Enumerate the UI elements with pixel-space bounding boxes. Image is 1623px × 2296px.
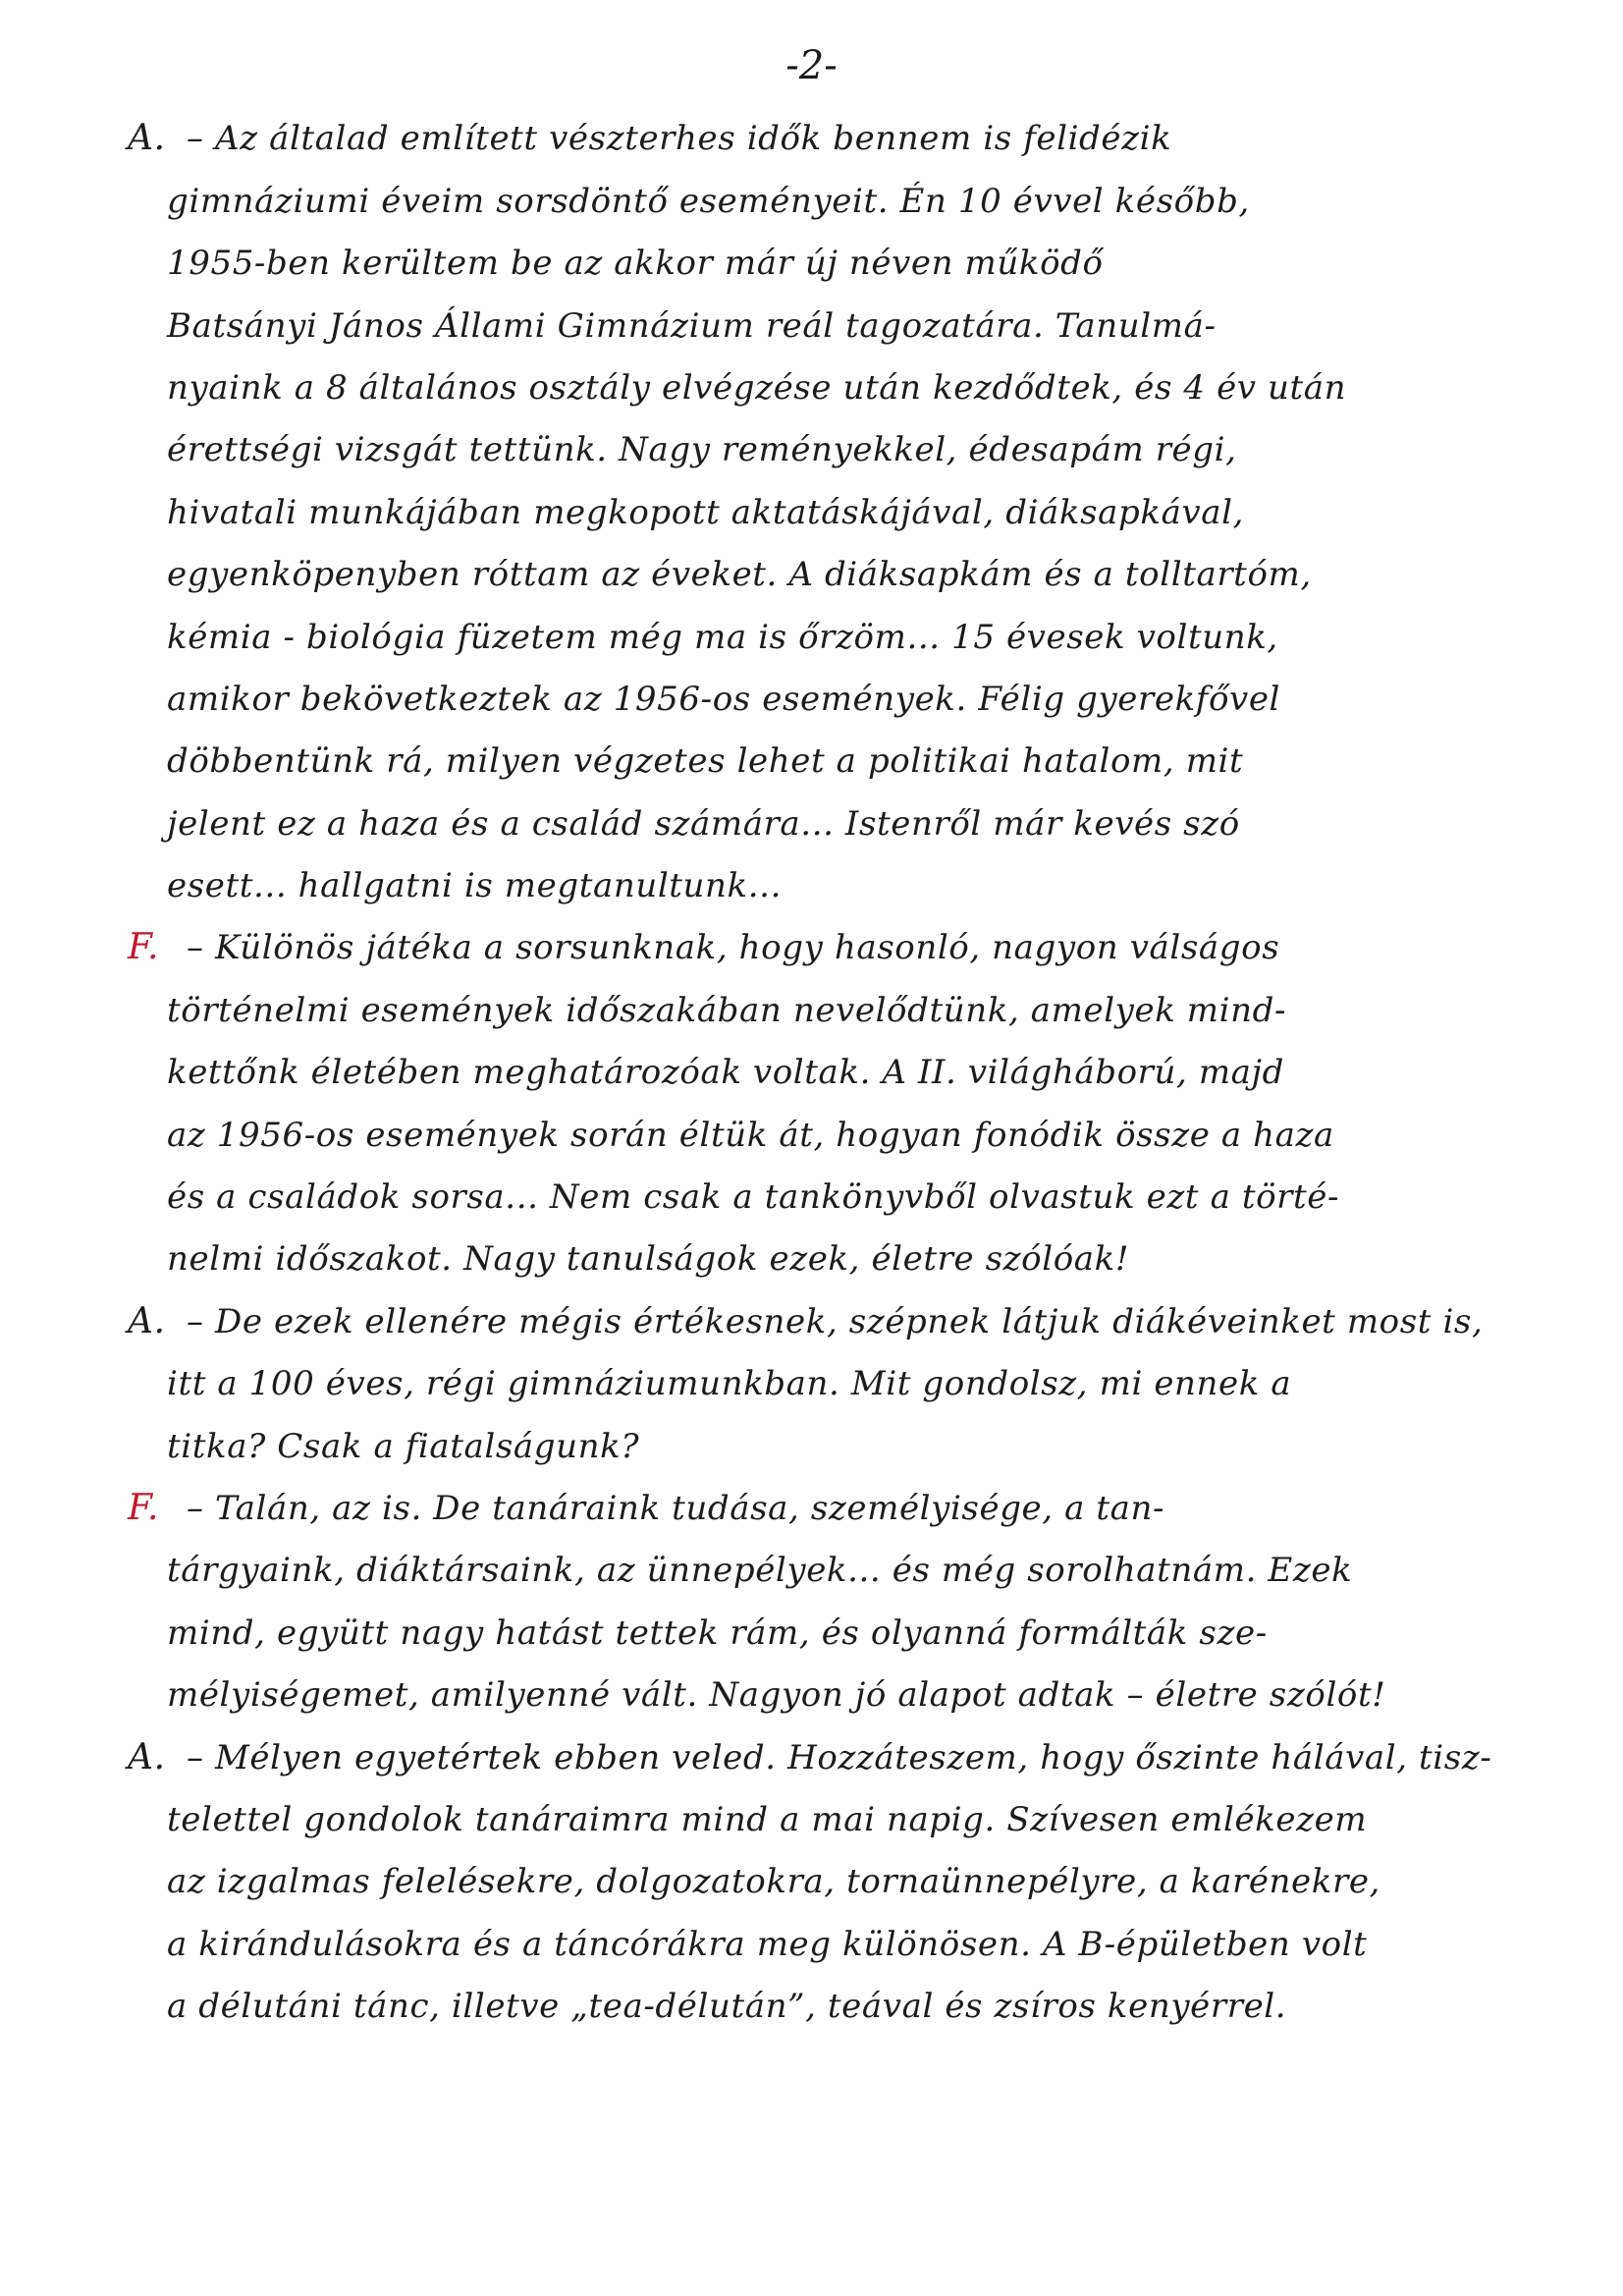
- text-line: [128, 1040, 1542, 1102]
- line-text: – De ezek ellenére mégis értékesnek, szépnek látjuk diákéveinket most is,: [187, 1301, 1484, 1341]
- text-line: [128, 168, 1542, 230]
- line-text: – Az általad említett vészterhes idők bennem is felidézik: [187, 119, 1172, 159]
- text-line: [128, 1476, 1542, 1538]
- line-text: hivatali munkájában megkopott aktatáskájával, diáksapkával,: [167, 492, 1245, 532]
- line-text: nyaink a 8 általános osztály elvégzése után kezdődtek, és 4 év után: [167, 367, 1347, 408]
- line-text: tárgyaink, diáktársaink, az ünnepélyek... és még sorolhatnám. Ezek: [167, 1551, 1353, 1591]
- text-line: [128, 417, 1542, 479]
- speaker-label: A.: [128, 1300, 166, 1341]
- line-text: mélyiségemet, amilyenné vált. Nagyon jó alapot adtak – életre szólót!: [167, 1675, 1386, 1716]
- line-text: telettel gondolok tanáraimra mind a mai napig. Szívesen emlékezem: [167, 1799, 1368, 1839]
- line-text: 1955-ben kerültem be az akkor már új néven működő: [167, 244, 1104, 284]
- dialogue-text: [128, 106, 1542, 2036]
- line-text: itt a 100 éves, régi gimnáziumunkban. Mit gondolsz, mi ennek a: [167, 1364, 1292, 1404]
- text-line: [128, 1227, 1542, 1288]
- text-line: [128, 1165, 1542, 1227]
- text-line: [128, 1974, 1542, 2036]
- text-line: [128, 231, 1542, 293]
- text-line: [128, 1849, 1542, 1911]
- line-text: történelmi események időszakában nevelődtünk, amelyek mind-: [167, 990, 1287, 1030]
- line-text: döbbentünk rá, milyen végzetes lehet a politikai hatalom, mit: [167, 741, 1244, 782]
- text-line: [128, 1538, 1542, 1600]
- text-line: [128, 1724, 1542, 1786]
- text-line: [128, 667, 1542, 729]
- text-line: [128, 977, 1542, 1039]
- text-line: [128, 1351, 1542, 1413]
- speaker-label: A.: [128, 118, 166, 159]
- line-text: jelent ez a haza és a család számára... Istenről már kevés szó: [167, 803, 1240, 844]
- text-line: [128, 1600, 1542, 1662]
- line-text: kettőnk életében meghatározóak voltak. A II. világháború, majd: [167, 1053, 1285, 1093]
- text-line: [128, 542, 1542, 604]
- line-text: és a családok sorsa... Nem csak a tankönyvből olvastuk ezt a törté-: [167, 1177, 1340, 1218]
- line-text: az izgalmas felelésekre, dolgozatokra, tornaünnepélyre, a karénekre,: [167, 1862, 1380, 1902]
- text-line: [128, 729, 1542, 791]
- text-line: [128, 355, 1542, 417]
- line-text: Batsányi János Állami Gimnázium reál tagozatára. Tanulmá-: [167, 305, 1217, 346]
- line-text: – Különös játéka a sorsunknak, hogy hasonló, nagyon válságos: [187, 928, 1280, 968]
- line-text: a kirándulásokra és a táncórákra meg különösen. A B-épületben volt: [167, 1924, 1368, 1964]
- line-text: – Talán, az is. De tanáraink tudása, személyisége, a tan-: [187, 1488, 1165, 1528]
- text-line: [128, 791, 1542, 852]
- line-text: nelmi időszakot. Nagy tanulságok ezek, életre szólóak!: [167, 1239, 1130, 1280]
- line-text: titka? Csak a fiatalságunk?: [167, 1426, 640, 1466]
- text-line: [128, 1911, 1542, 1973]
- page-number: -2-: [785, 43, 838, 88]
- line-text: egyenköpenyben róttam az éveket. A diáksapkám és a tolltartóm,: [167, 555, 1312, 595]
- text-line: [128, 1288, 1542, 1350]
- line-text: mind, együtt nagy hatást tettek rám, és olyanná formálták sze-: [167, 1613, 1268, 1653]
- line-text: amikor bekövetkeztek az 1956-os események. Félig gyerekfővel: [167, 679, 1281, 719]
- line-text: érettségi vizsgát tettünk. Nagy reményekkel, édesapám régi,: [167, 430, 1237, 470]
- line-text: gimnáziumi éveim sorsdöntő eseményeit. Én 10 évvel később,: [167, 181, 1250, 221]
- line-text: esett... hallgatni is megtanultunk...: [167, 866, 782, 906]
- text-line: [128, 1663, 1542, 1724]
- speaker-label: F.: [128, 1487, 160, 1528]
- text-line: [128, 106, 1542, 168]
- line-text: kémia - biológia füzetem még ma is őrzöm... 15 évesek voltunk,: [167, 617, 1278, 657]
- text-line: [128, 604, 1542, 666]
- speaker-label: A.: [128, 1736, 166, 1777]
- text-line: [128, 1413, 1542, 1475]
- text-line: [128, 293, 1542, 355]
- text-line: [128, 1787, 1542, 1849]
- line-text: az 1956-os események során éltük át, hogyan fonódik össze a haza: [167, 1115, 1334, 1155]
- text-line: [128, 915, 1542, 977]
- text-line: [128, 479, 1542, 541]
- line-text: a délutáni tánc, illetve „tea-délután”, teával és zsíros kenyérrel.: [167, 1987, 1287, 2027]
- line-text: – Mélyen egyetértek ebben veled. Hozzáteszem, hogy őszinte hálával, tisz-: [187, 1737, 1492, 1777]
- text-line: [128, 1102, 1542, 1164]
- text-line: [128, 853, 1542, 915]
- speaker-label: F.: [128, 927, 160, 968]
